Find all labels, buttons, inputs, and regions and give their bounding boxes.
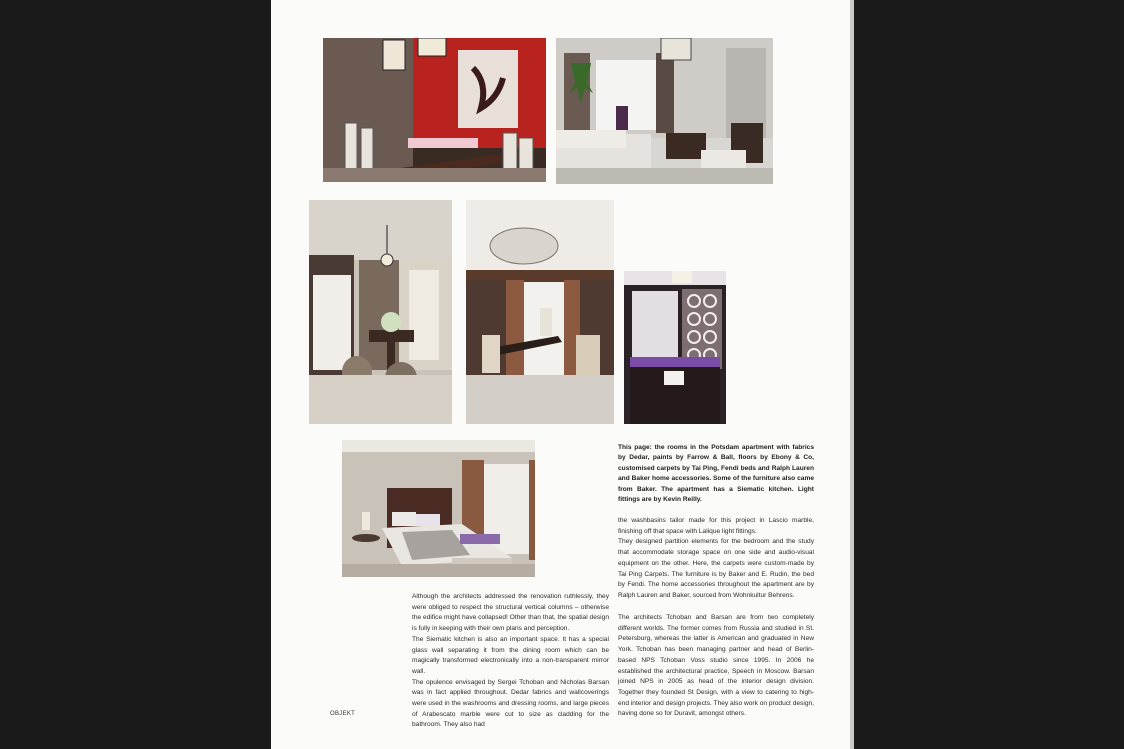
paragraph: The architects Tchoban and Barsan are from two completely different worlds. The former comes from Russia and studied in St. Petersburg, whereas the latter is American and graduated in New York. Tchoban has been managing partner and head of Berlin-based NPS Tchoban Voss studio since 1995. In 2006 he established the architectural practice, Speech in Moscow. Barsan joined NPS in 2005 as head of the interior design division. Together they founded St Design, with a view to catering to high-end interior and design projects. They also work on product design, having done so for Duravit, amongst others.	[618, 614, 814, 718]
body-column-right-top	[618, 516, 814, 602]
paragraph: The Siematic kitchen is also an important space. It has a special glass wall separating it from the dining room which can be magically transformed electronically into a non-transparent mirror wall.	[412, 635, 609, 675]
living-room-photo	[556, 38, 773, 184]
paragraph: the washbasins tailor made for this project in Lascio marble, finishing off that space with Lalique light fittings.	[618, 517, 814, 535]
magazine-folio: OBJEKT	[330, 711, 356, 717]
body-column-right-bottom	[618, 613, 814, 720]
body-column-left	[412, 592, 609, 731]
dining-room-photo	[323, 38, 546, 182]
magazine-page	[271, 0, 850, 749]
paragraph: Although the architects addressed the renovation ruthlessly, they were obliged to respect the structural vertical columns – otherwise the edifice might have collapsed! Other than that, the spatial design is fully in keeping with their own plans and perception.	[412, 593, 609, 633]
page-gutter	[850, 0, 854, 749]
paragraph: They designed partition elements for the bedroom and the study that accommodate storage space on one side and audio-visual equipment on the other. Here, the carpets were custom-made by Tai Ping Carpets. The furniture is by Baker and E. Rudin, the bed by Fendi. The home accessories throughout the apartment are by Ralph Lauren and Baker, sourced from Wohnkultur Behrens.	[618, 538, 814, 599]
photo-caption: This page: the rooms in the Potsdam apartment with fabrics by Dedar, paints by Farrow & Ball, floors by Ebony & Co, customised carpets by Tai Ping, Fendi beds and Ralph Lauren and Baker home accessories. Some of the furniture also came from Baker. The apartment has a Siematic kitchen. Light fittings are by Kevin Reilly.	[618, 444, 814, 504]
bathroom-photo	[624, 271, 726, 424]
bedroom-photo	[342, 440, 535, 577]
study-photo	[466, 200, 614, 424]
paragraph: The opulence envisaged by Sergei Tchoban and Nicholas Barsan was in fact applied throughout. Dedar fabrics and wallcoverings were used in the washrooms and dressing rooms, and large pieces of Arabescato marble were cut to size as cladding for the bathroom. They also had	[412, 678, 609, 729]
hallway-photo	[309, 200, 452, 424]
